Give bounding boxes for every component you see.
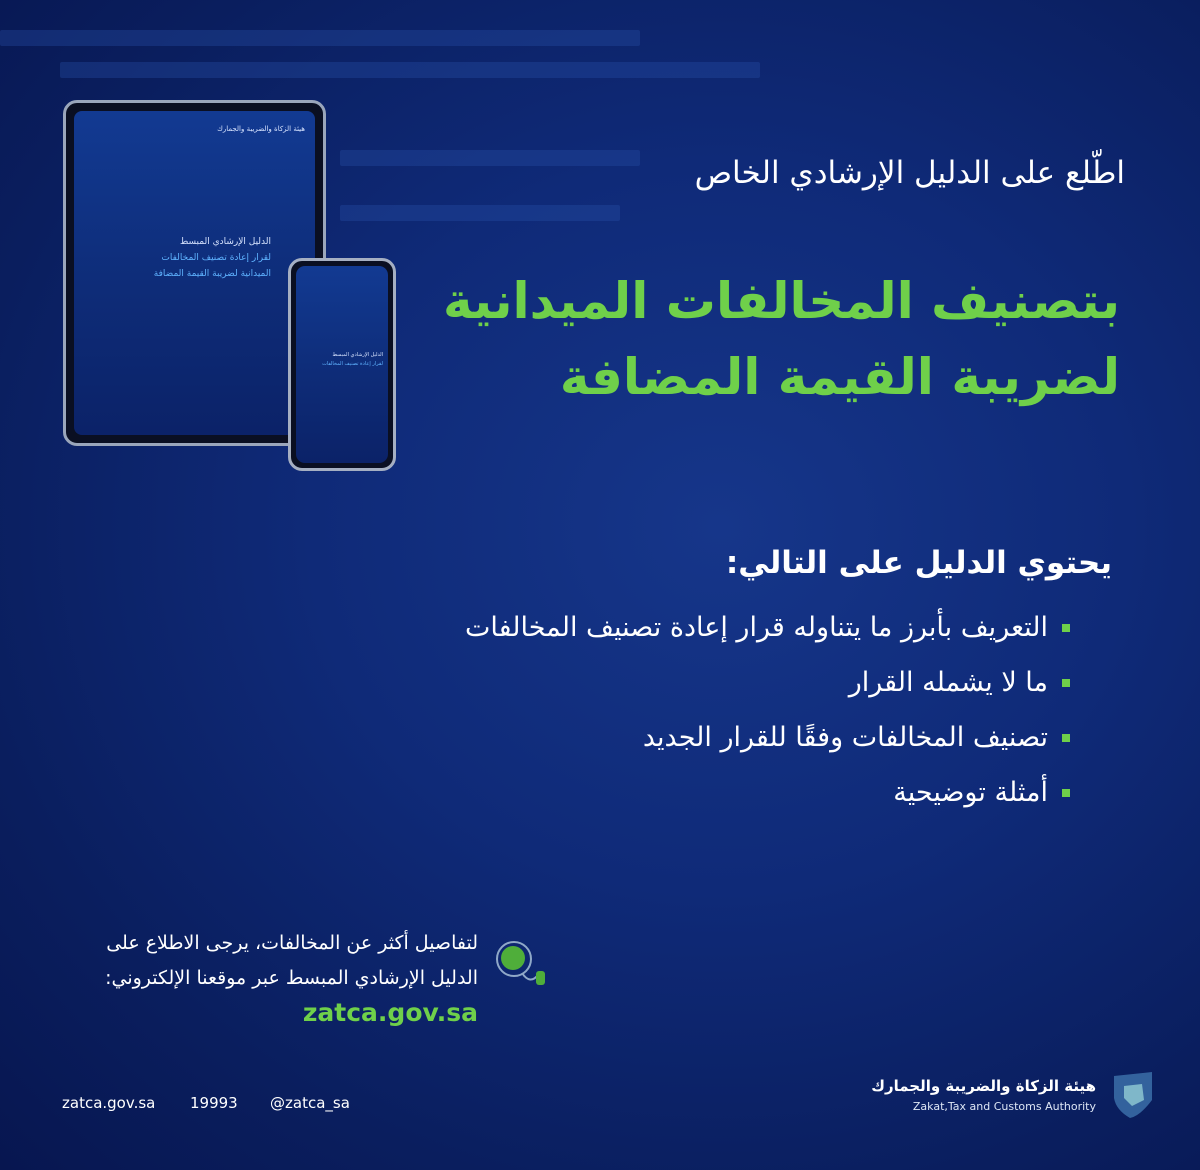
- bullet-item: [849, 667, 1070, 698]
- bullet-icon: [1062, 679, 1070, 687]
- org-name-en: Zakat,Tax and Customs Authority: [912, 1100, 1096, 1113]
- org-name-ar: هيئة الزكاة والضريبة والجمارك: [871, 1077, 1096, 1095]
- cover-org: هيئة الزكاة والضريبة والجمارك: [217, 125, 305, 133]
- mouse-globe-icon: [492, 937, 548, 989]
- phone-cover-line2: لقرار إعادة تصنيف المخالفات: [322, 361, 383, 367]
- cover-line2: لقرار إعادة تصنيف المخالفات: [161, 253, 271, 263]
- footer-website[interactable]: zatca.gov.sa: [62, 1094, 156, 1112]
- bullet-item: [893, 777, 1070, 808]
- footer-handle[interactable]: @zatca_sa: [270, 1094, 350, 1112]
- title-line2: لضريبة القيمة المضافة: [559, 348, 1120, 406]
- intro-text: اطّلع على الدليل الإرشادي الخاص: [694, 155, 1125, 191]
- footer-phone: 19993: [190, 1094, 238, 1112]
- website-link[interactable]: zatca.gov.sa: [302, 998, 478, 1027]
- more-info-line2: الدليل الإرشادي المبسط عبر موقعنا الإلكتروني:: [105, 967, 478, 989]
- zatca-logo-icon: [1110, 1070, 1156, 1120]
- bullet-item: [465, 612, 1070, 643]
- bullet-text: التعريف بأبرز ما يتناوله قرار إعادة تصنيف المخالفات: [464, 612, 1048, 643]
- bullet-text: أمثلة توضيحية: [893, 777, 1048, 808]
- phone-mockup: [288, 258, 396, 471]
- bullet-text: تصنيف المخالفات وفقًا للقرار الجديد: [642, 722, 1048, 753]
- cover-line1: الدليل الإرشادي المبسط: [179, 237, 271, 247]
- bullet-text: ما لا يشمله القرار: [848, 667, 1048, 698]
- bullet-icon: [1062, 624, 1070, 632]
- cover-line3: الميدانية لضريبة القيمة المضافة: [153, 269, 271, 279]
- title-line1: بتصنيف المخالفات الميدانية: [442, 272, 1120, 330]
- bullet-icon: [1062, 789, 1070, 797]
- more-info-line1: لتفاصيل أكثر عن المخالفات، يرجى الاطلاع على: [106, 932, 478, 954]
- phone-cover-line1: الدليل الإرشادي المبسط: [332, 352, 383, 358]
- contents-heading: يحتوي الدليل على التالي:: [725, 545, 1112, 581]
- tablet-mockup: [63, 100, 326, 446]
- bullet-icon: [1062, 734, 1070, 742]
- bullet-item: [643, 722, 1070, 753]
